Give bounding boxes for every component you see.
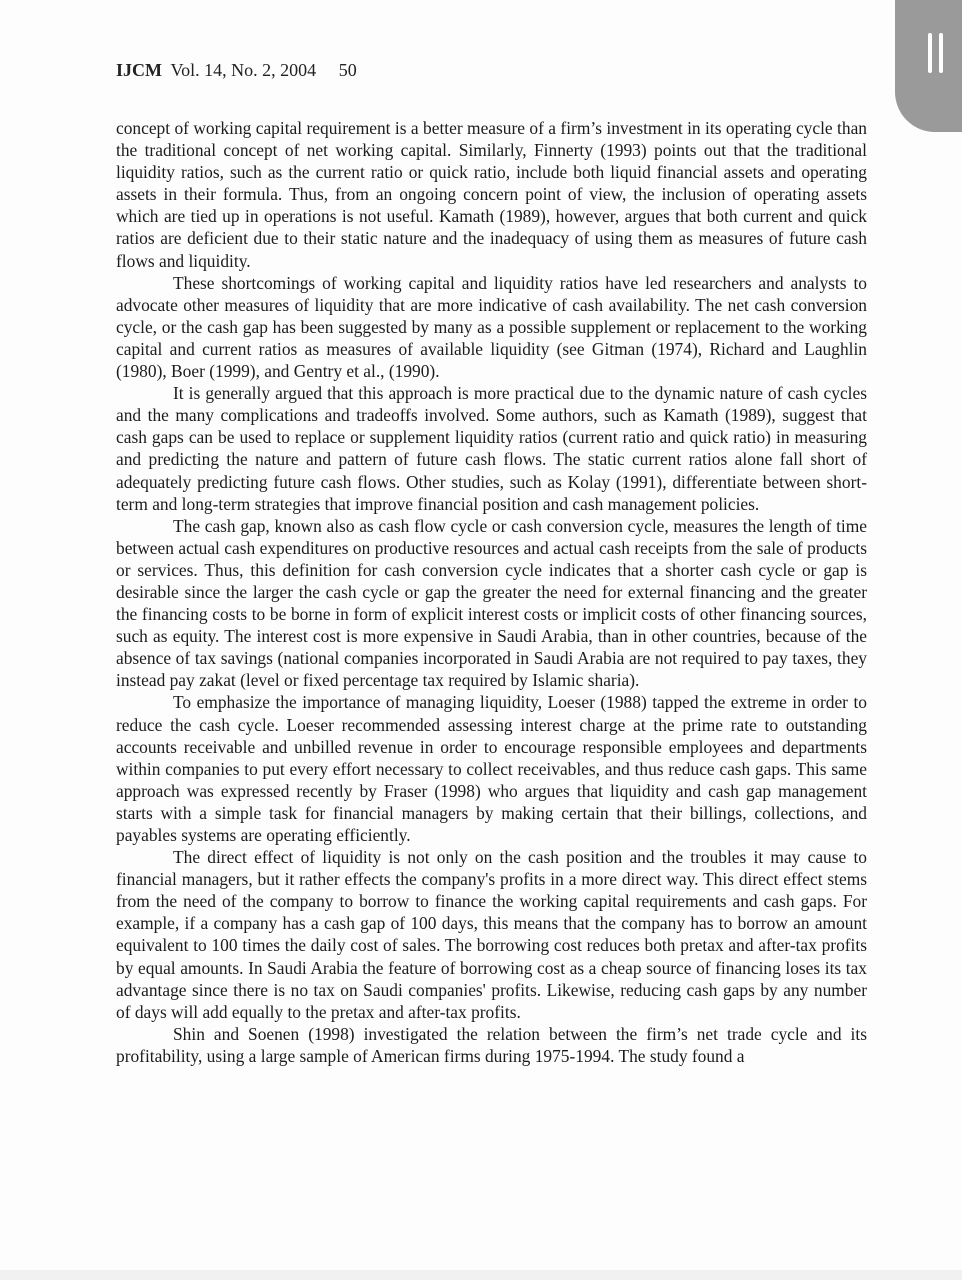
paragraph: To emphasize the importance of managing liquidity, Loeser (1988) tapped the extreme in order to reduce the cash cycle. Loeser recommended assessing interest charge at the prime rate to outstanding accounts receivable and unbilled revenue in order to encourage responsible employees and departments within companies to put every effort necessary to collect receivables, and thus reduce cash gaps. This same approach was expressed recently by Fraser (1998) who argues that liquidity and cash gap management starts with a simple task for financial managers by making certain that their billings, collections, and payables systems are operating efficiently. (116, 692, 867, 845)
paragraph: The direct effect of liquidity is not only on the cash position and the troubles it may cause to financial managers, but it rather effects the company's profits in a more direct way. This direct effect stems from the need of the company to borrow to finance the working capital requirements and cash gaps. For example, if a company has a cash gap of 100 days, this means that the company has to borrow an amount equivalent to 100 times the daily cost of sales. The borrowing cost reduces both pretax and after-tax profits by equal amounts. In Saudi Arabia the feature of borrowing cost as a cheap source of financing loses its tax advantage since there is no tax on Saudi companies' profits. Likewise, reducing cash gaps by any number of days will add equally to the pretax and after-tax profits. (116, 847, 867, 1022)
paragraph: These shortcomings of working capital and liquidity ratios have led researchers and analysts to advocate other measures of liquidity that are more indicative of cash availability. The net cash conversion cycle, or the cash gap has been suggested by many as a possible supplement or replacement to the working capital and current ratios as measures of available liquidity (see Gitman (1974), Richard and Laughlin (1980), Boer (1999), and Gentry et al., (1990). (116, 272, 867, 382)
bottom-edge (0, 1270, 962, 1280)
page-number: 50 (338, 60, 357, 80)
running-header (116, 60, 357, 81)
volume-info: Vol. 14, No. 2, 2004 (170, 60, 317, 80)
paragraph: The cash gap, known also as cash flow cycle or cash conversion cycle, measures the length of time between actual cash expenditures on productive resources and actual cash receipts from the sale of products or services. Thus, this definition for cash conversion cycle indicates that a shorter cash cycle or gap is desirable since the larger the cash cycle or gap the greater the need for external financing and the greater the financing costs to be borne in form of explicit interest costs or implicit costs of other financing sources, such as equity. The interest cost is more expensive in Saudi Arabia, than in other countries, because of the absence of tax savings (national companies incorporated in Saudi Arabia are not required to pay taxes, they instead pay zakat (level or fixed percentage tax required by Islamic sharia). (116, 515, 867, 691)
body-text (116, 117, 867, 1067)
paragraph: It is generally argued that this approach is more practical due to the dynamic nature of cash cycles and the many complications and tradeoffs involved. Some authors, such as Kamath (1989), suggest that cash gaps can be used to replace or supplement liquidity ratios (current ratio and quick ratio) in measuring and predicting the nature and pattern of future cash flows. The static current ratios alone fall short of adequately predicting future cash flows. Other studies, such as Kolay (1991), differentiate between short-term and long-term strategies that improve financial position and cash management policies. (116, 383, 867, 514)
paragraph: Shin and Soenen (1998) investigated the relation between the firm’s net trade cycle and its profitability, using a large sample of American firms during 1975-1994. The study found a (116, 1023, 867, 1066)
paragraph: concept of working capital requirement is a better measure of a firm’s investment in its operating cycle than the traditional concept of net working capital. Similarly, Finnerty (1993) points out that the traditional liquidity ratios, such as the current ratio or quick ratio, include both liquid financial assets and operating assets in their formula. Thus, from an ongoing concern point of view, the inclusion of operating assets which are tied up in operations is not useful. Kamath (1989), however, argues that both current and quick ratios are deficient due to their static nature and the inadequacy of using them as measures of future cash flows and liquidity. (116, 118, 867, 271)
grip-lines-icon (928, 33, 932, 73)
scroll-handle[interactable] (895, 0, 962, 132)
journal-name: IJCM (116, 60, 162, 80)
grip-lines-icon (939, 33, 943, 73)
